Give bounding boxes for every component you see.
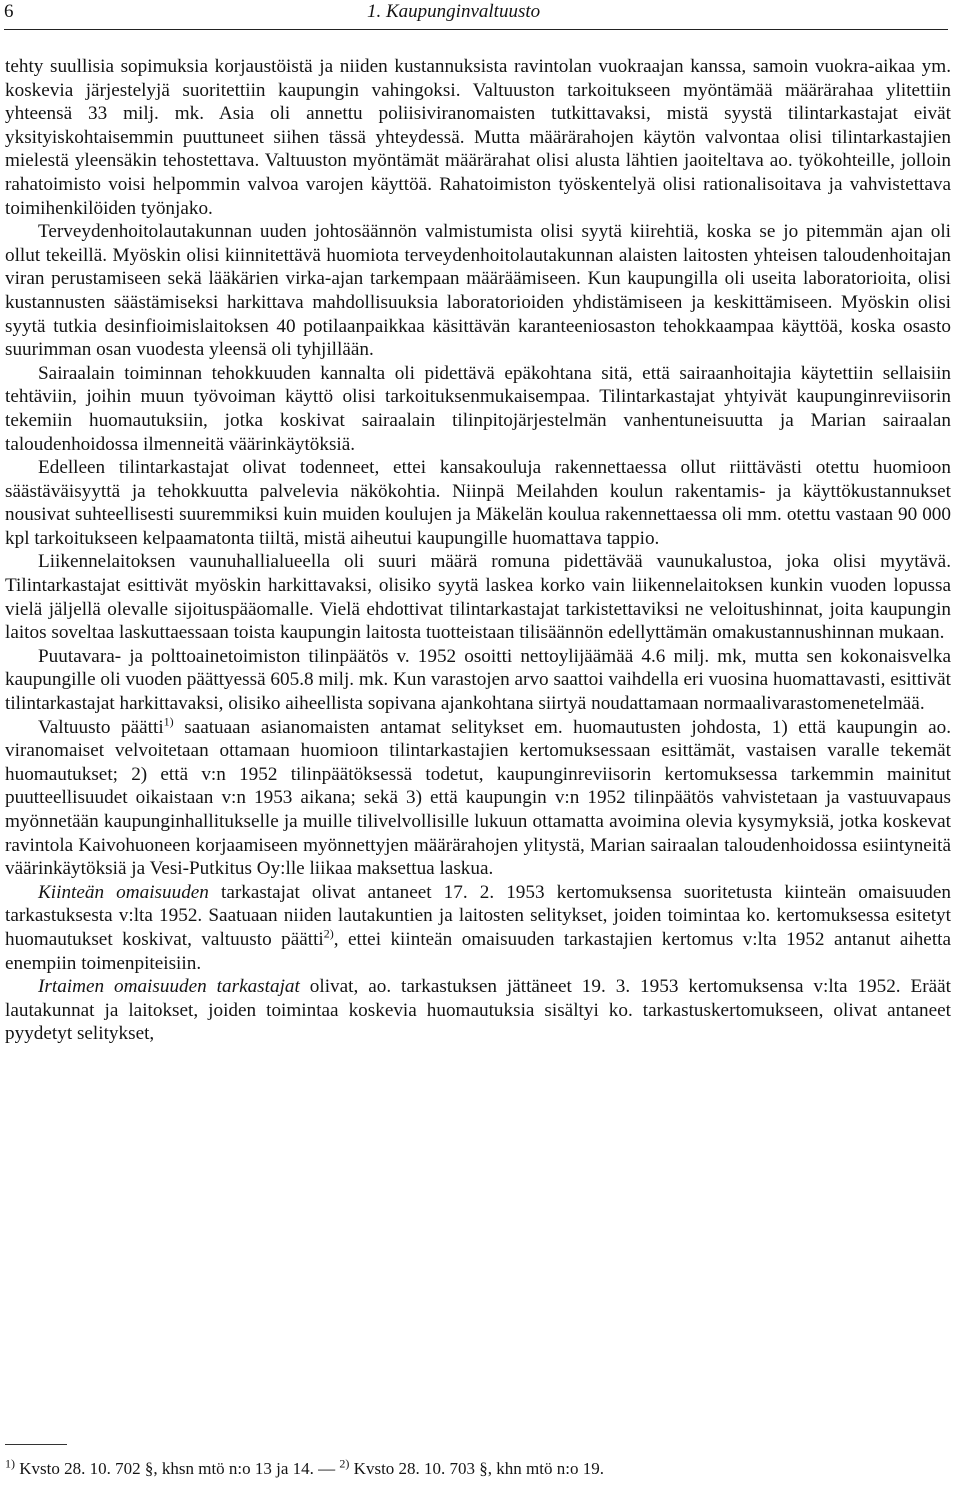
footnote-separator [5, 1444, 67, 1445]
running-title: 1. Kaupunginvaltuusto [367, 1, 541, 22]
text-run: Kvsto 28. 10. 703 §, khn mtö n:o 19. [349, 1459, 604, 1478]
text-run: Valtuusto päätti [38, 716, 164, 738]
paragraph [5, 975, 951, 1046]
footnote-marker: 1) [5, 1456, 15, 1471]
page-header [4, 0, 948, 34]
paragraph [5, 550, 951, 644]
text-run: olivat, ao. tarkastuksen jättäneet 19. 3. 1953 kertomuksensa v:lta 1952. Eräät lautakunnat ja laitokset, joiden toimintaa koskevia huomautuksia sisältyi ko. tarkastuskertomukseen, olivat antaneet pyydetyt selitykset, [5, 976, 952, 1045]
paragraph [5, 456, 951, 550]
italic-term: Kiinteän omaisuuden [38, 881, 209, 903]
footnote-marker: 2) [339, 1456, 350, 1471]
text-run: Puutavara- ja polttoainetoimiston tilinpäätös v. 1952 osoitti nettoylijäämää 4.6 milj. mk, mutta sen kokonaisvelka kaupungille oli vuoden päättyessä 605.8 milj. mk. Kun varastojen arvo saattoi vaihdella eri vuosina huomattavasti, esittivät tilintarkastajat harkittavaksi, olisiko aiheellista sopivana ajankohtana siirtyä noudattamaan normaalivarastomenetelmää. [5, 645, 951, 715]
text-run: Terveydenhoitolautakunnan uuden johtosäännön valmistumista olisi syytä kiirehtiä, koska se jo pitemmän ajan oli ollut tekeillä. Myöskin olisi kiinnitettävä huomiota terveydenhoitolautakunnan alaisten laitosten yhteisen taloudenhoitajan viran perustamiseen sekä lääkärien virka-ajan tarkempaan määräämiseen. Kun kaupungilla oli useita laboratorioita, olisi kustannusten säästämiseksi harkittava mahdollisuuksia laboratorioiden yhdistämiseen ja keskittämiseen. Myöskin olisi syytä tutkia desinfioimislaitoksen 40 potilaanpaikkaa käsittävän karanteeniosaston tehokkaampaa käyttöä, koska osasto suurimman osan vuodesta yleensä oli tyhjillään. [5, 221, 951, 361]
text-run: , ettei kiinteän omaisuuden tarkastajien kertomus v:lta 1952 antanut aihetta enempiin toimenpiteisiin. [5, 928, 951, 974]
paragraph [5, 645, 951, 716]
paragraph [5, 881, 951, 975]
header-rule [4, 29, 948, 30]
text-run: tehty suullisia sopimuksia korjaustöistä ja niiden kustannuksista ravintolan vuokraajan kanssa, samoin vuokra-aikaa ym. koskevia järjestelyjä suoritettiin kaupungin vahingoksi. Valtuuston tarkoitukseen myöntämää määrärahaa ylitettiin yhteensä 33 milj. mk. Asia oli annettu poliisiviranomaisten tutkittavaksi, mistä syystä tilintarkastajat eivät yksityiskohtaisemmin puuttuneet siihen tässä yhteydessä. Mutta määrärahojen käytön valvontaa olisi tilintarkastajien mielestä yleensäkin tehostettava. Valtuuston myöntämät määrärahat olisi alusta lähtien jaoiteltava ao. työkohteille, jolloin rahatoimisto voisi helpommin valvoa varojen käyttöä. Rahatoimiston työskentelyä olisi rationalisoitava ja vahvistettava toimihenkilöiden työnjako. [5, 56, 951, 219]
paragraph [5, 716, 951, 881]
footnote-marker: 2) [323, 926, 334, 941]
text-run: Kvsto 28. 10. 702 §, khsn mtö n:o 13 ja 14. — [15, 1459, 340, 1478]
text-run: Sairaalain toiminnan tehokkuuden kannalta oli pidettävä epäkohtana sitä, että sairaanhoitajia käytettiin sellaisiin tehtäviin, joihin muun työvoiman käyttö olisi tarkoituksenmukaisempaa. Tilintarkastajat yhtyivät kaupunginreviisorin tekemiin huomautuksiin, jotka koskivat sairaalain tilinpitojärjestelmän vanhentuneisuutta ja Marian sairaalan taloudenhoidossa ilmenneitä väärinkäytöksiä. [5, 362, 951, 455]
text-run: Edelleen tilintarkastajat olivat todenneet, ettei kansakouluja rakennettaessa ollut riittävästi otettu huomioon säästäväisyyttä ja tehokkuutta palvelevia näkökohtia. Niinpä Meilahden koulun rakentamis- ja käyttökustannukset nousivat suhteellisesti suuremmiksi kuin muiden koulujen ja Mäkelän koulua rakennettaessa oli mm. otettu vastaan 90 000 kpl tarkoitukseen kelpaamatonta tiiltä, mistä aiheutui kaupungille huomattava tappio. [5, 457, 951, 549]
text-run: tarkastajat olivat antaneet 17. 2. 1953 kertomuksensa suoritetusta kiinteän omaisuuden tarkastuksesta v:lta 1952. Saatuaan niiden lautakuntien ja laitosten selitykset, joiden toimintaa ko. kertomuksessa esitetyt huomautukset koskivat, valtuusto päätti [5, 881, 951, 950]
paragraph [5, 220, 951, 362]
paragraph [5, 55, 951, 220]
body-text [5, 55, 951, 1046]
footnote-marker: 1) [163, 714, 174, 729]
paragraph [5, 362, 951, 456]
text-run: Liikennelaitoksen vaunuhallialueella oli suuri määrä romuna pidettävää vaunukalustoa, joka olisi myytävä. Tilintarkastajat esittivät myöskin harkittavaksi, olisiko syytä laskea korko vain liikennelaitoksen kunkin vuoden lopussa vielä jäljellä olevalle sijoituspääomalle. Vielä ehdottivat tilintarkastajat tarkistettaviksi ne veloitushinnat, joita kaupungin laitos soveltaa laskuttaessaan toista kaupungin laitosta tuotteistaan tilisäännön edellyttämän omakustannushinnan mukaan. [5, 551, 951, 644]
italic-term: Irtaimen omaisuuden tarkastajat [38, 976, 300, 998]
text-run: saatuaan asianomaisten antamat selitykset em. huomautusten johdosta, 1) että kaupungin ao. viranomaiset velvoitetaan ottamaan huomioon tilintarkastajien kertomuksessaan esittämät, vastaisen varalle tekemät huomautukset; 2) että v:n 1952 tilinpäätöksessä todetut, kaupunginreviisorin kertomuksessa tarkemmin mainitut puutteellisuudet oikaistaan v:n 1953 aikana; sekä 3) että kaupungin v:n 1952 tilinpäätös vahvistetaan ja vastuuvapaus myönnetään kaupunginhallitukselle ja muille tilivelvollisille lukuun ottamatta avoimina olevia kysymyksiä, jotka koskevat ravintola Kaivohuoneen korjaamiseen myönnettyjen määrärahojen ylitystä, Marian sairaalan taloudenhoidossa esiintyneitä väärinkäytöksiä ja Vesi-Putkitus Oy:lle liikaa maksettua laskua. [5, 716, 952, 880]
footnote [5, 1456, 945, 1479]
page-number: 6 [4, 1, 14, 22]
